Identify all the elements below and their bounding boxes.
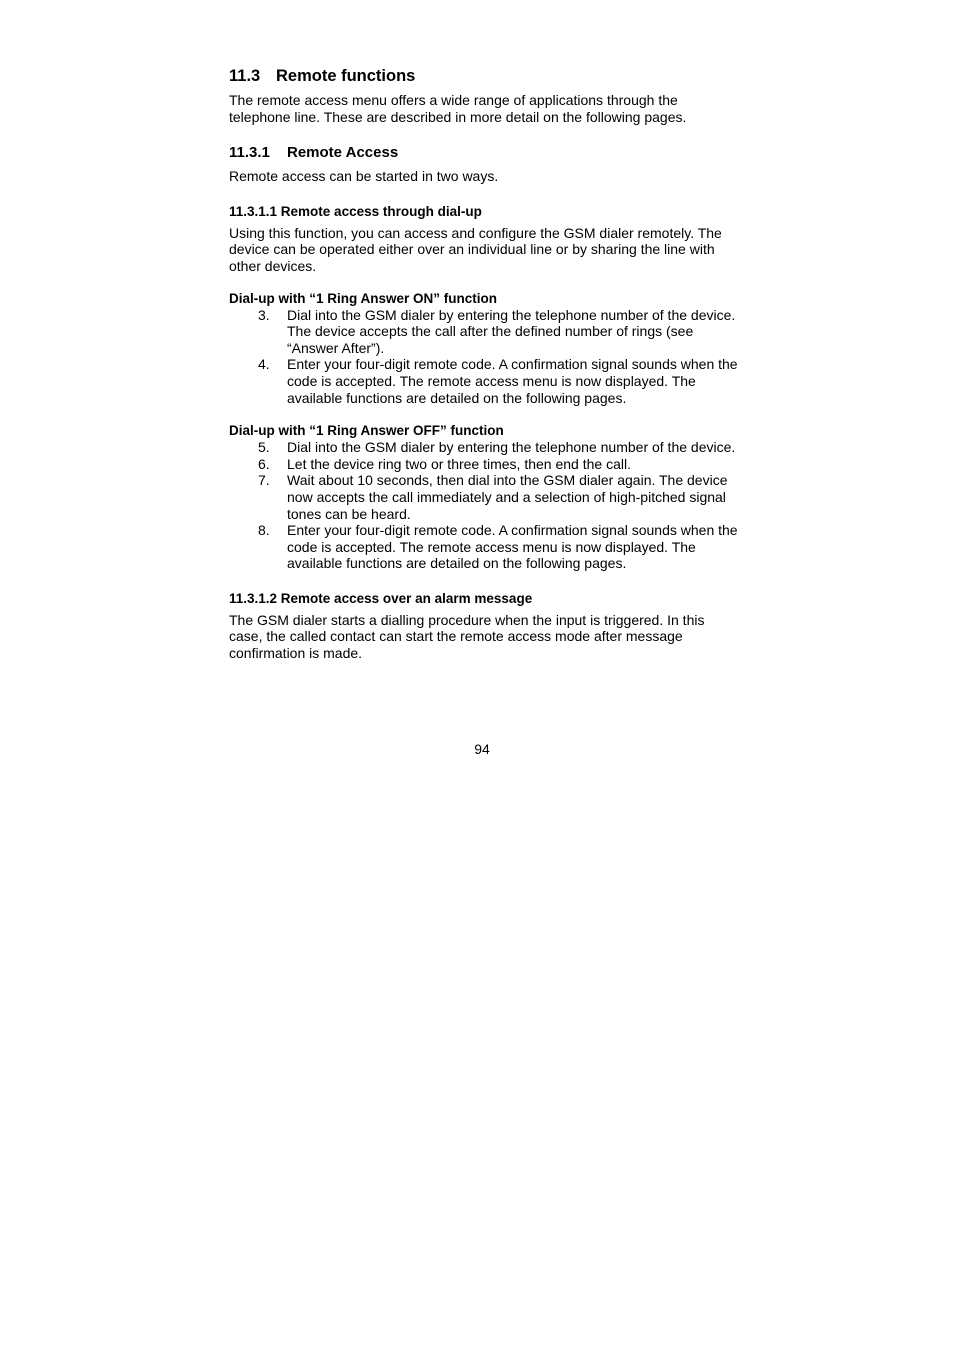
- list-item: [229, 472, 739, 522]
- dialup-body: Using this function, you can access and configure the GSM dialer remotely. The device can be operated either over an individual line or by sharing the line with other devices.: [229, 224, 722, 274]
- list-item-text: Dial into the GSM dialer by entering the telephone number of the device.: [287, 306, 736, 323]
- subsection-intro: Remote access can be started in two ways.: [229, 168, 499, 185]
- subsection-title: Remote Access: [287, 144, 399, 162]
- list-item-number: 7.: [258, 472, 270, 489]
- section-number: 11.3: [229, 67, 261, 85]
- list-item: [229, 356, 739, 406]
- list-item-text: Enter your four-digit remote code. A confirmation signal sounds when the code is accepted. The remote access menu is now displayed. The available functions are detailed on the following pages.: [287, 522, 738, 572]
- subsection-heading: [229, 144, 739, 162]
- list-item: [229, 307, 739, 357]
- alarm-body: The GSM dialer starts a dialling procedure when the input is triggered. In this case, the called contact can start the remote access mode after message confirmation is made.: [229, 611, 705, 662]
- ring-on-heading: Dial-up with “1 Ring Answer ON” function: [229, 290, 497, 306]
- ring-off-heading: Dial-up with “1 Ring Answer OFF” function: [229, 423, 504, 439]
- dialup-heading: 11.3.1.1 Remote access through dial-up: [229, 203, 482, 219]
- section-title: Remote functions: [276, 67, 416, 85]
- list-item-number: 6.: [258, 455, 270, 472]
- list-item-text: Enter your four-digit remote code. A confirmation signal sounds when the code is accepted. The remote access menu is now displayed. The available functions are detailed on the following pages.: [287, 356, 738, 406]
- list-item: [229, 439, 739, 456]
- alarm-heading: 11.3.1.2 Remote access over an alarm message: [229, 590, 533, 606]
- list-item-number: 8.: [258, 522, 270, 539]
- list-item-note: The device accepts the call after the defined number of rings (see “Answer After”).: [287, 323, 694, 356]
- page-number: 94: [474, 741, 490, 757]
- list-item-number: 5.: [258, 439, 270, 456]
- list-item-number: 3.: [258, 306, 270, 323]
- list-item-text: Wait about 10 seconds, then dial into the GSM dialer again. The device now accepts the call immediately and a selection of high-pitched signal tones can be heard.: [287, 472, 728, 522]
- section-intro: The remote access menu offers a wide range of applications through the telephone line. These are described in more detail on the following pages.: [229, 92, 687, 125]
- list-item: [229, 522, 739, 572]
- section-heading: [229, 66, 739, 86]
- ring-off-list: [229, 439, 739, 572]
- page-content: [229, 66, 739, 662]
- list-item-number: 4.: [258, 356, 270, 373]
- subsection-number: 11.3.1: [229, 144, 270, 162]
- list-item-text: Dial into the GSM dialer by entering the telephone number of the device.: [287, 439, 736, 456]
- ring-on-list: [229, 307, 739, 407]
- list-item-text: Let the device ring two or three times, then end the call.: [287, 455, 631, 472]
- list-item: [229, 456, 739, 473]
